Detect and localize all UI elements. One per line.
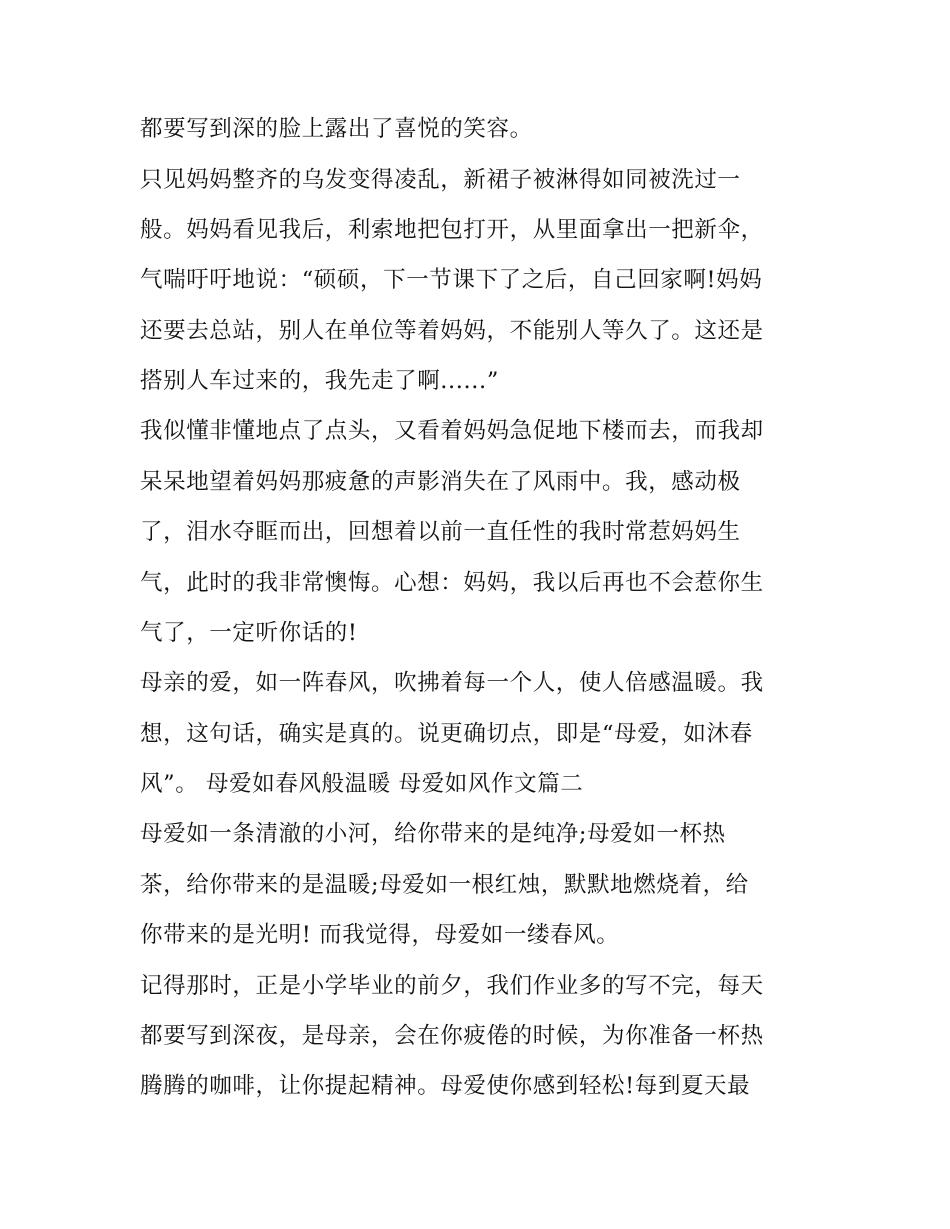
text-line: 你带来的是光明! 而我觉得，母爱如一缕春风。: [140, 922, 620, 948]
text-line: 母爱如一条清澈的小河，给你带来的是纯净;母爱如一杯热: [140, 821, 726, 847]
text-line: 般。妈妈看见我后，利索地把包打开，从里面拿出一把新伞，: [140, 217, 764, 243]
text-line: 风”。 母爱如春风般温暖 母爱如风作文篇二: [140, 771, 584, 797]
text-line: 腾腾的咖啡，让你提起精神。母爱使你感到轻松!每到夏天最: [140, 1073, 751, 1099]
text-line: 搭别人车过来的，我先走了啊......”: [140, 368, 499, 394]
text-line: 记得那时，正是小学毕业的前夕，我们作业多的写不完，每天: [140, 973, 764, 999]
text-line: 气喘吁吁地说：“硕硕，下一节课下了之后，自己回家啊!妈妈: [140, 267, 763, 293]
text-line: 气，此时的我非常懊悔。心想：妈妈，我以后再也不会惹你生: [140, 570, 764, 596]
text-line: 了，泪水夺眶而出，回想着以前一直任性的我时常惹妈妈生: [140, 519, 741, 545]
text-line: 茶，给你带来的是温暖;母爱如一根红烛，默默地燃烧着，给: [140, 872, 749, 898]
text-line: 想，这句话，确实是真的。说更确切点，即是“母爱，如沐春: [140, 721, 753, 747]
text-line: 只见妈妈整齐的乌发变得凌乱，新裙子被淋得如同被洗过一: [140, 167, 741, 193]
text-line: 还要去总站，别人在单位等着妈妈，不能别人等久了。这还是: [140, 318, 764, 344]
text-line: 呆呆地望着妈妈那疲惫的声影消失在了风雨中。我，感动极: [140, 469, 741, 495]
text-line: 我似懂非懂地点了点头，又看着妈妈急促地下楼而去，而我却: [140, 418, 764, 444]
text-line: 都要写到深夜，是母亲，会在你疲倦的时候，为你准备一杯热: [140, 1023, 764, 1049]
text-line: 母亲的爱，如一阵春风，吹拂着每一个人，使人倍感温暖。我: [140, 670, 764, 696]
text-line: 都要写到深的脸上露出了喜悦的笑容。: [140, 116, 533, 142]
text-line: 气了，一定听你话的!: [140, 620, 358, 646]
